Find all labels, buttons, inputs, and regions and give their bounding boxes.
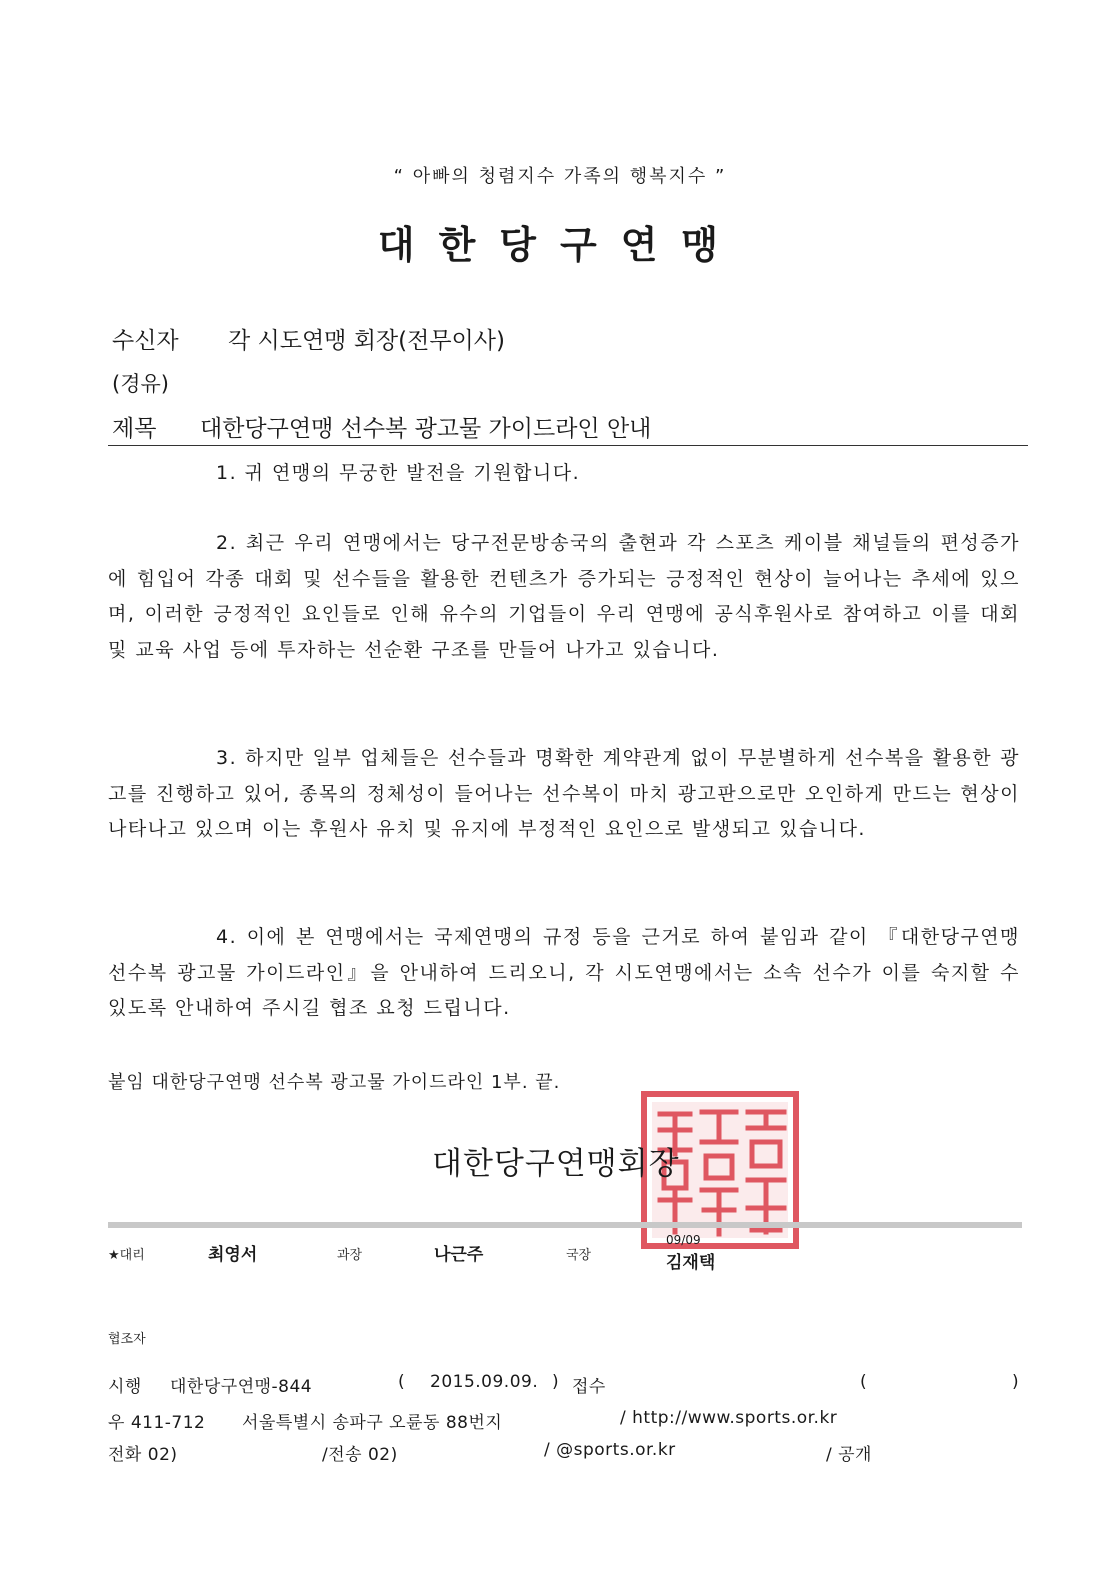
subject-divider bbox=[108, 445, 1028, 446]
receipt-close-paren: ) bbox=[1012, 1372, 1020, 1392]
paragraph-1 bbox=[108, 456, 1020, 492]
receipt-label: 접수 bbox=[572, 1377, 606, 1397]
email-link[interactable]: / @sports.or.kr bbox=[544, 1440, 676, 1460]
via-label: (경유) bbox=[112, 372, 169, 396]
receipt-open-paren: ( bbox=[860, 1372, 868, 1392]
recipient-value: 각 시도연맹 회장(전무이사) bbox=[228, 328, 505, 354]
org-title: 대한당구연맹 bbox=[377, 223, 743, 267]
website-link[interactable]: / http://www.sports.or.kr bbox=[620, 1408, 838, 1428]
paragraph-4-text: 4. 이에 본 연맹에서는 국제연맹의 규정 등을 근거로 하여 붙임과 같이 『대한당구연맹 선수복 광고물 가이드라인』을 안내하여 드리오니, 각 시도연맹에서는 소속 선수가 이를 숙지할 수 있도록 안내하여 주시길 협조 요청 드립니다. bbox=[108, 926, 1020, 1019]
attachment-line: 붙임 대한당구연맹 선수복 광고물 가이드라인 1부. 끝. bbox=[108, 1072, 561, 1093]
recipient-label: 수신자 bbox=[112, 328, 179, 354]
disclosure-status: / 공개 bbox=[826, 1445, 872, 1465]
signer-3-date: 09/09 bbox=[666, 1233, 701, 1247]
signer-3-role: 국장 bbox=[566, 1248, 592, 1263]
address: 서울특별시 송파구 오륜동 88번지 bbox=[242, 1413, 503, 1433]
signer-1-role: ★대리 bbox=[108, 1248, 145, 1263]
paragraph-2-text: 2. 최근 우리 연맹에서는 당구전문방송국의 출현과 각 스포츠 케이블 채널들의 편성증가에 힘입어 각종 대회 및 선수들을 활용한 컨텐츠가 증가되는 긍정적인 현상이 늘어나는 추세에 있으며, 이러한 긍정적인 요인들로 인해 유수의 기업들이 우리 연맹에 공식후원사로 참여하고 이를 대회 및 교육 사업 등에 투자하는 선순환 구조를 만들어 나가고 있습니다. bbox=[108, 532, 1020, 661]
paragraph-1-text: 1. 귀 연맹의 무궁한 발전을 기원합니다. bbox=[216, 462, 581, 484]
phone: 전화 02) bbox=[108, 1445, 178, 1465]
exec-number: 대한당구연맹-844 bbox=[170, 1377, 313, 1397]
subject-row bbox=[112, 410, 651, 443]
recipient-row bbox=[112, 322, 505, 355]
zip-code: 우 411-712 bbox=[108, 1413, 206, 1433]
signature-bar bbox=[108, 1222, 1022, 1228]
exec-close-paren: ) bbox=[552, 1372, 560, 1392]
signer-2-role: 과장 bbox=[337, 1248, 363, 1263]
exec-label: 시행 bbox=[108, 1377, 142, 1397]
fax: /전송 02) bbox=[322, 1445, 398, 1465]
exec-open-paren: ( bbox=[398, 1372, 406, 1392]
signer-1-name: 최영서 bbox=[208, 1245, 258, 1265]
signer-2-name: 나근주 bbox=[434, 1245, 484, 1265]
paragraph-2 bbox=[108, 526, 1020, 668]
subject-value: 대한당구연맹 선수복 광고물 가이드라인 안내 bbox=[200, 416, 652, 442]
signer-3-name: 김재택 bbox=[666, 1253, 716, 1273]
collaborator-label: 협조자 bbox=[108, 1332, 146, 1347]
paragraph-3 bbox=[108, 741, 1020, 848]
sender-title: 대한당구연맹회장 bbox=[432, 1146, 680, 1182]
subject-label: 제목 bbox=[112, 416, 157, 442]
exec-date: 2015.09.09. bbox=[430, 1372, 539, 1392]
paragraph-3-text: 3. 하지만 일부 업체들은 선수들과 명확한 계약관계 없이 무분별하게 선수복을 활용한 광고를 진행하고 있어, 종목의 정체성이 들어나는 선수복이 마치 광고판으로만 오인하게 만드는 현상이 나타나고 있으며 이는 후원사 유치 및 유지에 부정적인 요인으로 발생되고 있습니다. bbox=[108, 747, 1020, 840]
paragraph-4 bbox=[108, 920, 1020, 1027]
slogan: “ 아빠의 청렴지수 가족의 행복지수 ” bbox=[393, 166, 727, 187]
